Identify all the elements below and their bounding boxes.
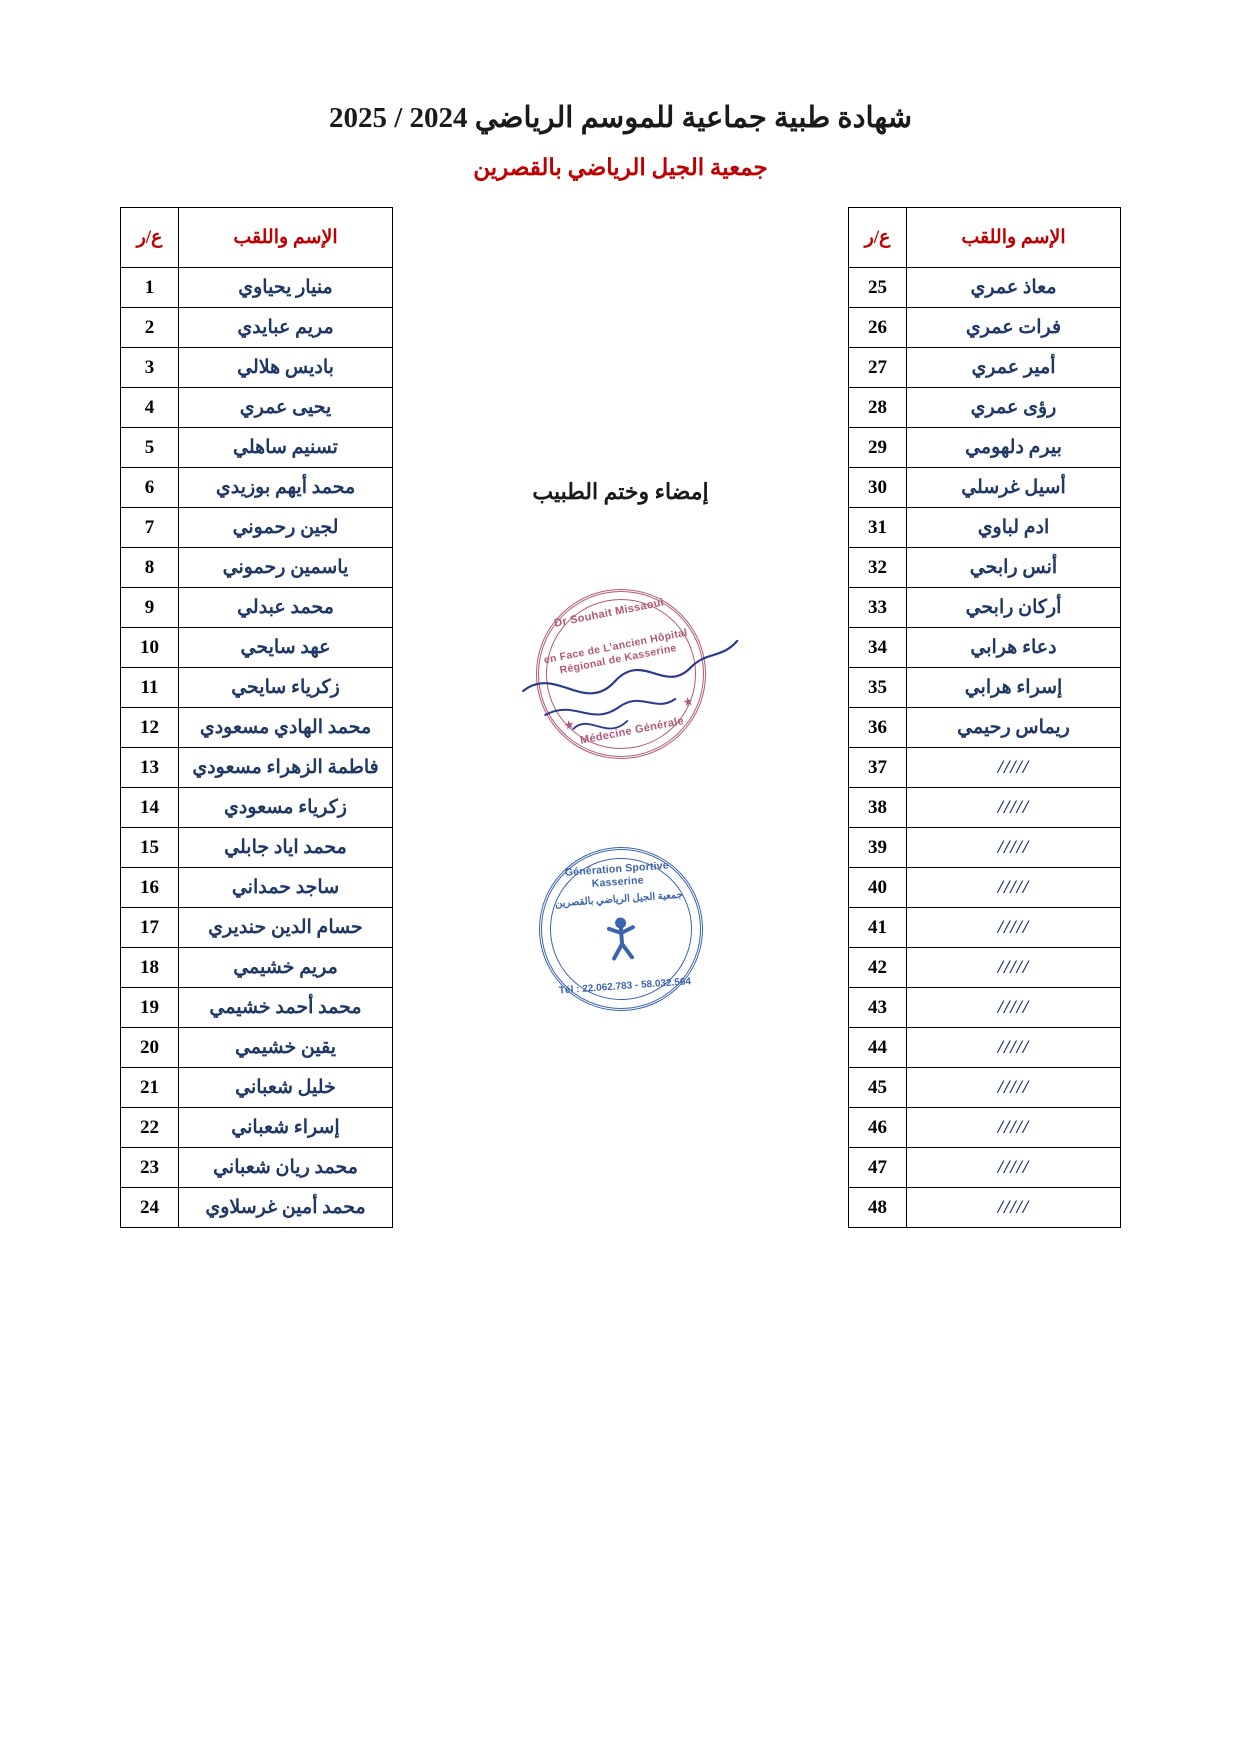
table-row [121, 948, 393, 988]
member-name-cell: ///// [907, 788, 1121, 828]
member-name-cell: لجين رحموني [179, 508, 393, 548]
member-number-cell: 27 [849, 348, 907, 388]
member-name-cell: بيرم دلهومي [907, 428, 1121, 468]
member-name-cell: محمد أيهم بوزيدي [179, 468, 393, 508]
member-name-cell: محمد ريان شعباني [179, 1148, 393, 1188]
athlete-icon [603, 915, 640, 961]
member-number-cell: 48 [849, 1188, 907, 1228]
table-row [121, 1188, 393, 1228]
member-number-cell: 45 [849, 1068, 907, 1108]
member-name-cell: محمد اياد جابلي [179, 828, 393, 868]
member-number-cell: 3 [121, 348, 179, 388]
member-name-cell: تسنيم ساهلي [179, 428, 393, 468]
member-number-cell: 13 [121, 748, 179, 788]
member-name-cell: خليل شعباني [179, 1068, 393, 1108]
member-number-cell: 4 [121, 388, 179, 428]
member-number-cell: 41 [849, 908, 907, 948]
table-row [849, 668, 1121, 708]
table-row [849, 908, 1121, 948]
table-row [849, 388, 1121, 428]
member-number-cell: 31 [849, 508, 907, 548]
member-number-cell: 32 [849, 548, 907, 588]
member-name-cell: أمير عمري [907, 348, 1121, 388]
member-number-cell: 44 [849, 1028, 907, 1068]
doctor-stamp-star-right: ★ [681, 693, 695, 710]
member-name-cell: فرات عمري [907, 308, 1121, 348]
table-row [121, 508, 393, 548]
table-row [849, 628, 1121, 668]
member-number-cell: 39 [849, 828, 907, 868]
member-name-cell: ///// [907, 828, 1121, 868]
member-name-cell: محمد أمين غرسلاوي [179, 1188, 393, 1228]
table-row [121, 788, 393, 828]
doctor-stamp-line4: Médecine Générale [578, 715, 685, 748]
member-number-cell: 16 [121, 868, 179, 908]
member-number-cell: 36 [849, 708, 907, 748]
member-number-cell: 35 [849, 668, 907, 708]
member-name-cell: يحيى عمري [179, 388, 393, 428]
table-row [849, 508, 1121, 548]
members-tables-container [0, 207, 1241, 1257]
member-name-cell: إسراء هرابي [907, 668, 1121, 708]
table-row [121, 908, 393, 948]
member-name-cell: ريماس رحيمي [907, 708, 1121, 748]
column-header-number: ع/ر [849, 208, 907, 268]
table-row [849, 788, 1121, 828]
member-number-cell: 33 [849, 588, 907, 628]
member-number-cell: 40 [849, 868, 907, 908]
member-name-cell: منيار يحياوي [179, 268, 393, 308]
table-row [121, 988, 393, 1028]
table-header-row [849, 208, 1121, 268]
member-number-cell: 2 [121, 308, 179, 348]
table-row [849, 1068, 1121, 1108]
member-name-cell: عهد سايحي [179, 628, 393, 668]
table-row [121, 548, 393, 588]
member-name-cell: زكرياء مسعودي [179, 788, 393, 828]
table-row [121, 828, 393, 868]
column-header-name: الإسم واللقب [179, 208, 393, 268]
table-row [849, 1148, 1121, 1188]
member-name-cell: ///// [907, 1108, 1121, 1148]
table-row [849, 468, 1121, 508]
table-row [121, 428, 393, 468]
table-row [121, 1068, 393, 1108]
table-header-row [121, 208, 393, 268]
member-number-cell: 18 [121, 948, 179, 988]
member-number-cell: 7 [121, 508, 179, 548]
table-row [121, 1108, 393, 1148]
member-name-cell: حسام الدين حنديري [179, 908, 393, 948]
member-number-cell: 20 [121, 1028, 179, 1068]
member-name-cell: أركان رابحي [907, 588, 1121, 628]
club-stamp-line1: Génération Sportive Kasserine [563, 859, 669, 890]
table-row [121, 348, 393, 388]
table-row [849, 548, 1121, 588]
member-number-cell: 10 [121, 628, 179, 668]
member-number-cell: 17 [121, 908, 179, 948]
table-row [121, 668, 393, 708]
member-number-cell: 47 [849, 1148, 907, 1188]
doctor-stamp-line1: Dr Souhait Missaoui [552, 596, 665, 630]
table-row [849, 748, 1121, 788]
members-table-right [120, 207, 393, 1228]
member-number-cell: 38 [849, 788, 907, 828]
member-number-cell: 15 [121, 828, 179, 868]
doctor-stamp-star-left: ★ [562, 716, 576, 733]
member-name-cell: أنس رابحي [907, 548, 1121, 588]
member-name-cell: مريم خشيمي [179, 948, 393, 988]
table-row [121, 748, 393, 788]
member-number-cell: 42 [849, 948, 907, 988]
table-row [849, 308, 1121, 348]
member-name-cell: ///// [907, 1068, 1121, 1108]
table-row [121, 1028, 393, 1068]
table-row [849, 268, 1121, 308]
member-name-cell: ///// [907, 1188, 1121, 1228]
member-name-cell: محمد أحمد خشيمي [179, 988, 393, 1028]
member-number-cell: 6 [121, 468, 179, 508]
member-name-cell: ///// [907, 948, 1121, 988]
member-name-cell: دعاء هرابي [907, 628, 1121, 668]
table-row [849, 1188, 1121, 1228]
member-name-cell: باديس هلالي [179, 348, 393, 388]
member-number-cell: 26 [849, 308, 907, 348]
member-name-cell: ///// [907, 868, 1121, 908]
member-number-cell: 8 [121, 548, 179, 588]
doctor-stamp-line2: en Face de L'ancien Hôpital Régional de Kasserine [542, 626, 688, 677]
table-row [849, 868, 1121, 908]
member-number-cell: 9 [121, 588, 179, 628]
table-row [121, 268, 393, 308]
member-number-cell: 34 [849, 628, 907, 668]
member-number-cell: 1 [121, 268, 179, 308]
table-row [121, 1148, 393, 1188]
table-row [849, 708, 1121, 748]
page-title: شهادة طبية جماعية للموسم الرياضي 2024 / 2025 [328, 102, 913, 134]
member-number-cell: 22 [121, 1108, 179, 1148]
table-row [121, 628, 393, 668]
member-number-cell: 28 [849, 388, 907, 428]
member-name-cell: محمد الهادي مسعودي [179, 708, 393, 748]
table-row [849, 828, 1121, 868]
member-number-cell: 30 [849, 468, 907, 508]
member-number-cell: 23 [121, 1148, 179, 1188]
table-row [849, 948, 1121, 988]
table-row [121, 308, 393, 348]
table-row [121, 468, 393, 508]
doctor-stamp [521, 574, 720, 773]
table-row [849, 1108, 1121, 1148]
member-name-cell: ///// [907, 908, 1121, 948]
table-row [121, 588, 393, 628]
member-name-cell: إسراء شعباني [179, 1108, 393, 1148]
member-name-cell: زكرياء سايحي [179, 668, 393, 708]
member-name-cell: فاطمة الزهراء مسعودي [179, 748, 393, 788]
table-row [849, 588, 1121, 628]
member-number-cell: 21 [121, 1068, 179, 1108]
member-name-cell: ///// [907, 1148, 1121, 1188]
member-number-cell: 25 [849, 268, 907, 308]
signature-label: إمضاء وختم الطبيب [532, 479, 709, 504]
member-name-cell: رؤى عمري [907, 388, 1121, 428]
club-name-subtitle: جمعية الجيل الرياضي بالقصرين [473, 155, 768, 180]
member-number-cell: 14 [121, 788, 179, 828]
members-table-left [848, 207, 1121, 1228]
member-name-cell: مريم عبايدي [179, 308, 393, 348]
table-row [121, 868, 393, 908]
member-number-cell: 12 [121, 708, 179, 748]
member-name-cell: ///// [907, 1028, 1121, 1068]
signature-area [437, 207, 805, 1257]
member-number-cell: 29 [849, 428, 907, 468]
member-name-cell: ///// [907, 988, 1121, 1028]
table-row [121, 708, 393, 748]
member-number-cell: 43 [849, 988, 907, 1028]
member-number-cell: 19 [121, 988, 179, 1028]
member-name-cell: ادم لباوي [907, 508, 1121, 548]
table-row [849, 348, 1121, 388]
member-name-cell: معاذ عمري [907, 268, 1121, 308]
member-number-cell: 46 [849, 1108, 907, 1148]
club-stamp-line3: Tél : 22.062.783 - 58.032.564 [558, 976, 691, 997]
member-name-cell: أسيل غرسلي [907, 468, 1121, 508]
member-number-cell: 11 [121, 668, 179, 708]
member-name-cell: ياسمين رحموني [179, 548, 393, 588]
member-number-cell: 37 [849, 748, 907, 788]
club-stamp-line2: جمعية الجيل الرياضي بالقصرين [554, 889, 683, 910]
club-stamp [533, 841, 708, 1016]
column-header-name: الإسم واللقب [907, 208, 1121, 268]
table-row [849, 988, 1121, 1028]
table-row [849, 1028, 1121, 1068]
table-row [121, 388, 393, 428]
column-header-number: ع/ر [121, 208, 179, 268]
member-name-cell: ساجد حمداني [179, 868, 393, 908]
member-number-cell: 24 [121, 1188, 179, 1228]
member-name-cell: ///// [907, 748, 1121, 788]
member-number-cell: 5 [121, 428, 179, 468]
member-name-cell: محمد عبدلي [179, 588, 393, 628]
table-row [849, 428, 1121, 468]
member-name-cell: يقين خشيمي [179, 1028, 393, 1068]
